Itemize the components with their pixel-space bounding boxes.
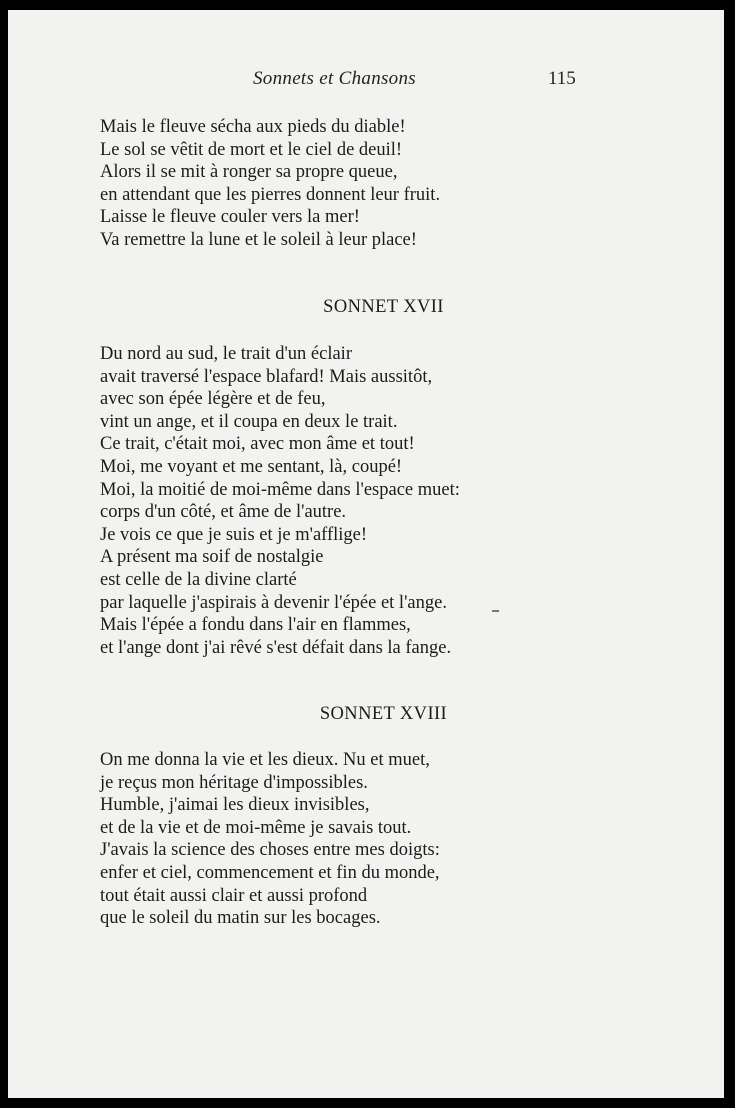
poem-line: enfer et ciel, commencement et fin du monde, (100, 862, 440, 883)
poem-line: Humble, j'aimai les dieux invisibles, (100, 795, 370, 816)
poem-line: Je vois ce que je suis et je m'afflige! (100, 524, 368, 545)
poem-line: et de la vie et de moi-même je savais tout. (100, 817, 412, 838)
running-title: Sonnets et Chansons (253, 68, 416, 89)
poem-line: Moi, la moitié de moi-même dans l'espace muet: (100, 479, 460, 500)
print-speck (492, 610, 499, 612)
poem-line: A présent ma soif de nostalgie (100, 547, 324, 568)
poem-line: en attendant que les pierres donnent leur fruit. (100, 184, 441, 205)
poem-line: corps d'un côté, et âme de l'autre. (100, 502, 347, 523)
poem-line: vint un ange, et il coupa en deux le trait. (100, 411, 398, 432)
poem-line: On me donna la vie et les dieux. Nu et muet, (100, 750, 430, 770)
poem-line: Moi, me voyant et me sentant, là, coupé! (100, 456, 403, 477)
poem-line: je reçus mon héritage d'impossibles. (100, 772, 368, 793)
poem-line: est celle de la divine clarté (100, 569, 297, 590)
poem-line: Ce trait, c'était moi, avec mon âme et tout! (100, 434, 415, 455)
sonnet-xvii-body (100, 343, 660, 659)
poem-line: Laisse le fleuve couler vers la mer! (100, 207, 360, 228)
poem-line: Le sol se vêtit de mort et le ciel de deuil! (100, 139, 403, 160)
poem-line: par laquelle j'aspirais à devenir l'épée et l'ange. (100, 592, 447, 613)
poem-continuation (100, 116, 660, 252)
book-page (8, 10, 724, 1098)
poem-line: Du nord au sud, le trait d'un éclair (100, 344, 352, 364)
poem-line: avait traversé l'espace blafard! Mais aussitôt, (100, 366, 433, 387)
sonnet-xvii-title: SONNET XVII (323, 297, 444, 317)
poem-line: et l'ange dont j'ai rêvé s'est défait dans la fange. (100, 637, 452, 658)
page-number: 115 (548, 68, 576, 89)
poem-line: tout était aussi clair et aussi profond (100, 885, 368, 906)
poem-line: Alors il se mit à ronger sa propre queue, (100, 162, 398, 183)
sonnet-xviii-body (100, 749, 660, 930)
poem-line: avec son épée légère et de feu, (100, 389, 326, 410)
sonnet-xviii-title: SONNET XVIII (319, 704, 448, 724)
poem-line: Mais le fleuve sécha aux pieds du diable! (100, 117, 406, 137)
poem-line: J'avais la science des choses entre mes doigts: (100, 840, 440, 861)
poem-line: que le soleil du matin sur les bocages. (100, 908, 381, 929)
page-header (8, 68, 724, 94)
poem-line: Va remettre la lune et le soleil à leur place! (100, 229, 417, 250)
poem-line: Mais l'épée a fondu dans l'air en flammes, (100, 615, 411, 636)
